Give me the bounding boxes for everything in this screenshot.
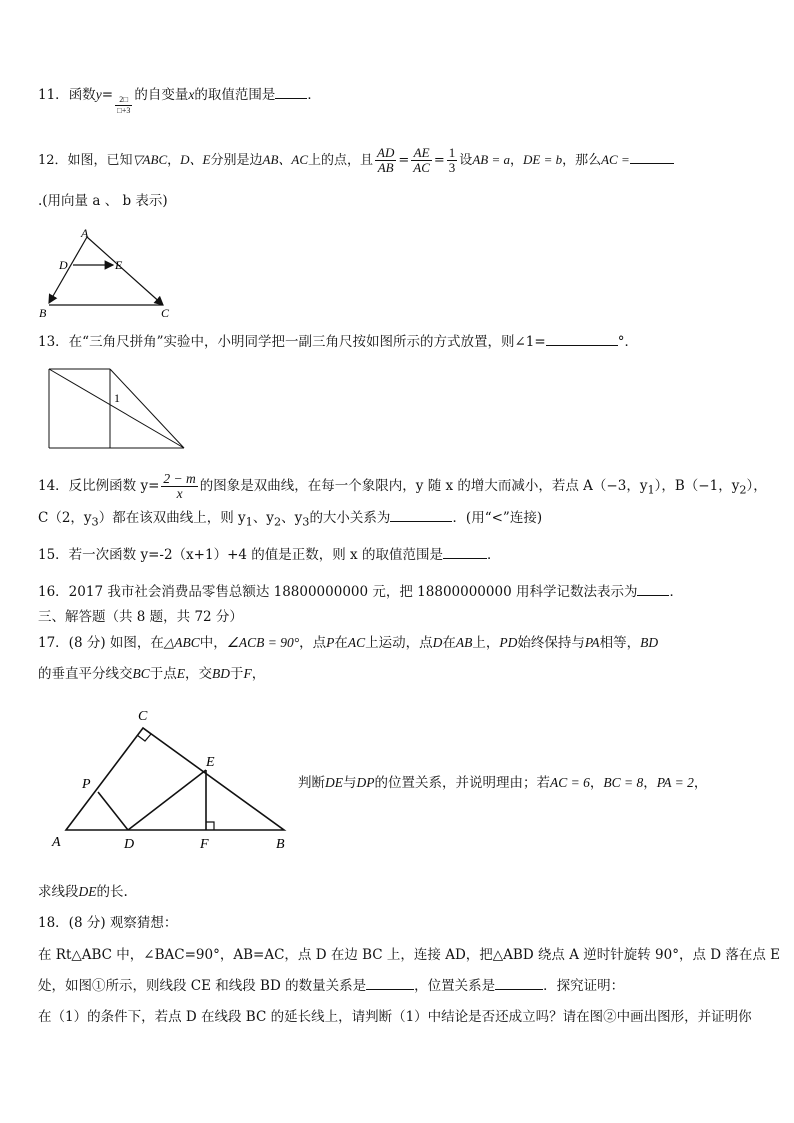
q12-f3-num: 1 — [448, 145, 456, 160]
q18-line3c: ．探究证明： — [543, 978, 625, 994]
fig17-label-f: F — [200, 837, 209, 852]
q15-end: ． — [486, 547, 501, 563]
fig17-right-angle-f — [206, 822, 214, 830]
q12-abac: AB、AC — [262, 152, 308, 167]
q17-line2c: ，交 — [185, 666, 213, 682]
q17-sep3: ， — [693, 775, 708, 791]
q18-line3a: 处，如图①所示，则线段 CE 和线段 BD 的数量关系是 — [38, 978, 367, 994]
q17-line1d: 在 — [334, 635, 348, 651]
fig13-hyp-1 — [49, 369, 184, 448]
q18-line1: 18．(8 分) 观察猜想： — [38, 915, 178, 931]
q12-fraction-ad-ab — [375, 146, 396, 175]
q17-p: P — [326, 635, 335, 650]
q12-text1: 如图，已知 — [67, 153, 133, 168]
q11-frac-num: 2□ — [115, 95, 132, 106]
q14-sub2b: 2 — [273, 515, 282, 529]
q17-d: D — [432, 635, 443, 650]
q11-number: 11． — [38, 87, 69, 103]
q11-frac-den: □+3 — [117, 106, 131, 115]
q12-text4: 上的点，且 — [308, 153, 374, 168]
q16-answer-blank — [637, 583, 669, 596]
figure-q17-triangle — [48, 700, 298, 860]
q18-line2: 在 Rt△ABC 中，∠BAC=90°，AB=AC，点 D 在边 BC 上，连接 AD，把△ABD 绕点 A 逆时针旋转 90°，点 D 落在点 E — [38, 947, 781, 963]
figure-q12-triangle — [35, 225, 185, 320]
q17-line2b: 于点 — [149, 666, 177, 682]
q12-vec-de: DE = b — [522, 152, 563, 167]
fig17-label-e: E — [206, 755, 215, 770]
q17-final-a: 求线段 — [38, 884, 79, 900]
q17-tri: △ABC — [163, 635, 200, 650]
q17-line2e: ， — [251, 666, 266, 682]
q17-e: E — [176, 666, 186, 681]
q17-angle: ∠ACB = 90° — [226, 635, 300, 650]
q12-text5: 设 — [459, 153, 473, 168]
q14-text4: ）， — [746, 478, 767, 494]
fig17-segment-de — [128, 770, 206, 830]
q17-sep1: ， — [589, 775, 604, 791]
question-14 — [38, 472, 767, 501]
q17-bc: BC — [132, 666, 150, 681]
q14-sub3b: 3 — [302, 515, 310, 529]
fig12-label-c: C — [161, 306, 170, 320]
q11-x: x — [188, 87, 195, 102]
q12-f2-den: AC — [413, 160, 430, 175]
q14-sub1: 1 — [647, 483, 655, 497]
question-13 — [38, 333, 638, 351]
q11-text2: 的自变量 — [134, 87, 189, 103]
q14-frac-den: x — [176, 486, 183, 501]
q14-sub3: 3 — [91, 515, 99, 529]
q14-fraction — [161, 472, 197, 501]
fig17-label-c: C — [138, 709, 148, 724]
fig17-triangle-abc — [66, 728, 284, 830]
q13-answer-blank — [546, 333, 618, 346]
q12-f1-num: AD — [377, 145, 395, 160]
q17-line2a: 的垂直平分线交 — [38, 666, 133, 682]
fig12-label-b: B — [39, 306, 47, 320]
q11-text3: 的取值范围是 — [194, 87, 276, 103]
q11-y: y — [95, 87, 102, 102]
q17-final-de: DE — [78, 884, 97, 899]
q17-side-bc: BC = 8 — [603, 775, 644, 790]
q17-line2d: 于 — [230, 666, 244, 682]
q17-bd2: BD — [212, 666, 231, 681]
q18-line3b: ，位置关系是 — [414, 978, 496, 994]
question-12: 12．如图，已知▽ABC，D、E分别是边AB、AC上的点，且 $\frac{AD}{AB}$ = $\frac{AE}{AC}$ = $\frac{1}{3}$ 设AB = a，DE = b，那么AC = — [38, 146, 674, 175]
q14-text3: ），B（−1，y — [654, 478, 740, 494]
fig12-label-d: D — [59, 258, 68, 272]
question-16 — [38, 583, 683, 601]
fig17-label-b: B — [276, 837, 285, 852]
q17-line2 — [38, 665, 265, 683]
q15-answer-blank — [443, 546, 487, 559]
q17-side-b: 与 — [343, 775, 357, 791]
q14-frac-num: 2 − m — [163, 471, 196, 486]
q12-f3-den: 3 — [448, 160, 456, 175]
fig12-side-ab — [49, 237, 87, 303]
q13-text: 13．在“三角尺拼角”实验中，小明同学把一副三角尺按如图所示的方式放置，则∠1= — [38, 334, 546, 350]
q14-line2f: ．(用“<”连接) — [452, 510, 543, 526]
q13-end: °． — [617, 334, 638, 350]
q17-ac: AC — [347, 635, 366, 650]
q17-side-de: DE — [325, 775, 343, 790]
q12-number: 12． — [38, 153, 68, 168]
q14-sub1b: 1 — [245, 515, 253, 529]
q12-line2: .(用向量 a 、 b 表示) — [38, 193, 168, 209]
q17-final-b: 的长. — [96, 884, 128, 900]
q12-f2-num: AE — [411, 146, 432, 161]
q12-text6: ，那么 — [562, 153, 602, 168]
q14-sub2: 2 — [739, 483, 747, 497]
fig17-label-p: P — [82, 777, 91, 792]
fig17-label-a: A — [52, 835, 61, 850]
q17-pa: PA — [584, 635, 600, 650]
q14-line2b: ）都在该双曲线上，则 y — [98, 510, 246, 526]
fig17-segment-pd — [98, 792, 128, 830]
fig17-label-d: D — [124, 837, 135, 852]
q12-triangle: ▽ABC — [132, 152, 168, 167]
q17-line1b: 中， — [199, 635, 227, 651]
q17-side-text — [298, 774, 707, 792]
q14-line2 — [38, 509, 542, 532]
q17-line1a: 17．(8 分) 如图，在 — [38, 635, 164, 651]
q18-line3 — [38, 977, 624, 995]
q12-f1-den: AB — [377, 160, 394, 175]
q14-text1: 14．反比例函数 y= — [38, 478, 160, 494]
q11-text1: 函数 — [68, 87, 96, 103]
q14-line2a: C（2，y — [38, 510, 92, 526]
q16-text: 16．2017 我市社会消费品零售总额达 18800000000 元，把 18800000000 用科学记数法表示为 — [38, 584, 638, 600]
q17-side-a: 判断 — [298, 775, 325, 791]
q14-line2e: 的大小关系为 — [309, 510, 391, 526]
q17-side-dp: DP — [356, 775, 375, 790]
q12-de: D、E — [180, 152, 211, 167]
q14-line2c: 、y — [252, 510, 274, 526]
q14-line2d: 、y — [281, 510, 303, 526]
q12-answer-blank — [630, 151, 674, 164]
q17-ab: AB — [455, 635, 473, 650]
q17-line1i: 相等， — [599, 635, 641, 651]
q18-blank1 — [366, 977, 414, 990]
q11-end: ． — [307, 87, 321, 103]
q18-line4: 在（1）的条件下，若点 D 在线段 BC 的延长线上，请判断（1）中结论是否还成立吗？请在图②中画出图形，并证明你 — [38, 1009, 752, 1025]
fig17-right-angle-c — [137, 728, 151, 741]
q17-line1e: 上运动，点 — [365, 635, 433, 651]
fig13-hyp-2 — [110, 369, 184, 448]
q12-fraction-one-third — [447, 146, 458, 175]
fig13-angle-label: 1 — [114, 391, 120, 405]
q17-final — [38, 883, 128, 901]
q11-fraction — [115, 95, 132, 116]
q12-fraction-ae-ac — [411, 146, 432, 175]
q17-side-c: 的位置关系，并说明理由；若 — [374, 775, 550, 791]
q17-line1c: ，点 — [299, 635, 327, 651]
q12-text3: 分别是边 — [210, 153, 263, 168]
q17-line1g: 上， — [472, 635, 500, 651]
q11-eq: = — [101, 87, 113, 103]
question-17 — [38, 634, 658, 652]
figure-q13-set-squares — [46, 366, 188, 452]
q12-text2: ， — [167, 153, 181, 168]
q17-line1f: 在 — [442, 635, 456, 651]
question-15 — [38, 546, 500, 564]
q17-pd: PD — [499, 635, 518, 650]
q17-f: F — [243, 666, 252, 681]
q18-blank2 — [495, 977, 543, 990]
q17-sep2: ， — [643, 775, 657, 791]
fig12-label-a: A — [81, 226, 89, 240]
q14-answer-blank — [390, 509, 452, 522]
q14-text2: 的图象是双曲线，在每一个象限内，y 随 x 的增大而减小，若点 A（−3，y — [199, 478, 648, 494]
q17-line1h: 始终保持与 — [517, 635, 585, 651]
q17-side-ac: AC = 6 — [550, 775, 590, 790]
q15-text: 15．若一次函数 y=-2（x+1）+4 的值是正数，则 x 的取值范围是 — [38, 547, 443, 563]
section-title: 三、解答题（共 8 题，共 72 分） — [38, 609, 243, 625]
fig12-label-e: E — [115, 258, 123, 272]
q12-vec-ab: AB = a — [472, 152, 510, 167]
q17-bd: BD — [640, 635, 659, 650]
q17-side-pa: PA = 2 — [656, 775, 694, 790]
q16-end: ． — [669, 584, 683, 600]
q11-answer-blank — [275, 86, 307, 99]
question-11 — [38, 86, 321, 116]
fig12-side-ac — [87, 237, 163, 305]
q12-vec-ac: AC = — [601, 152, 630, 167]
